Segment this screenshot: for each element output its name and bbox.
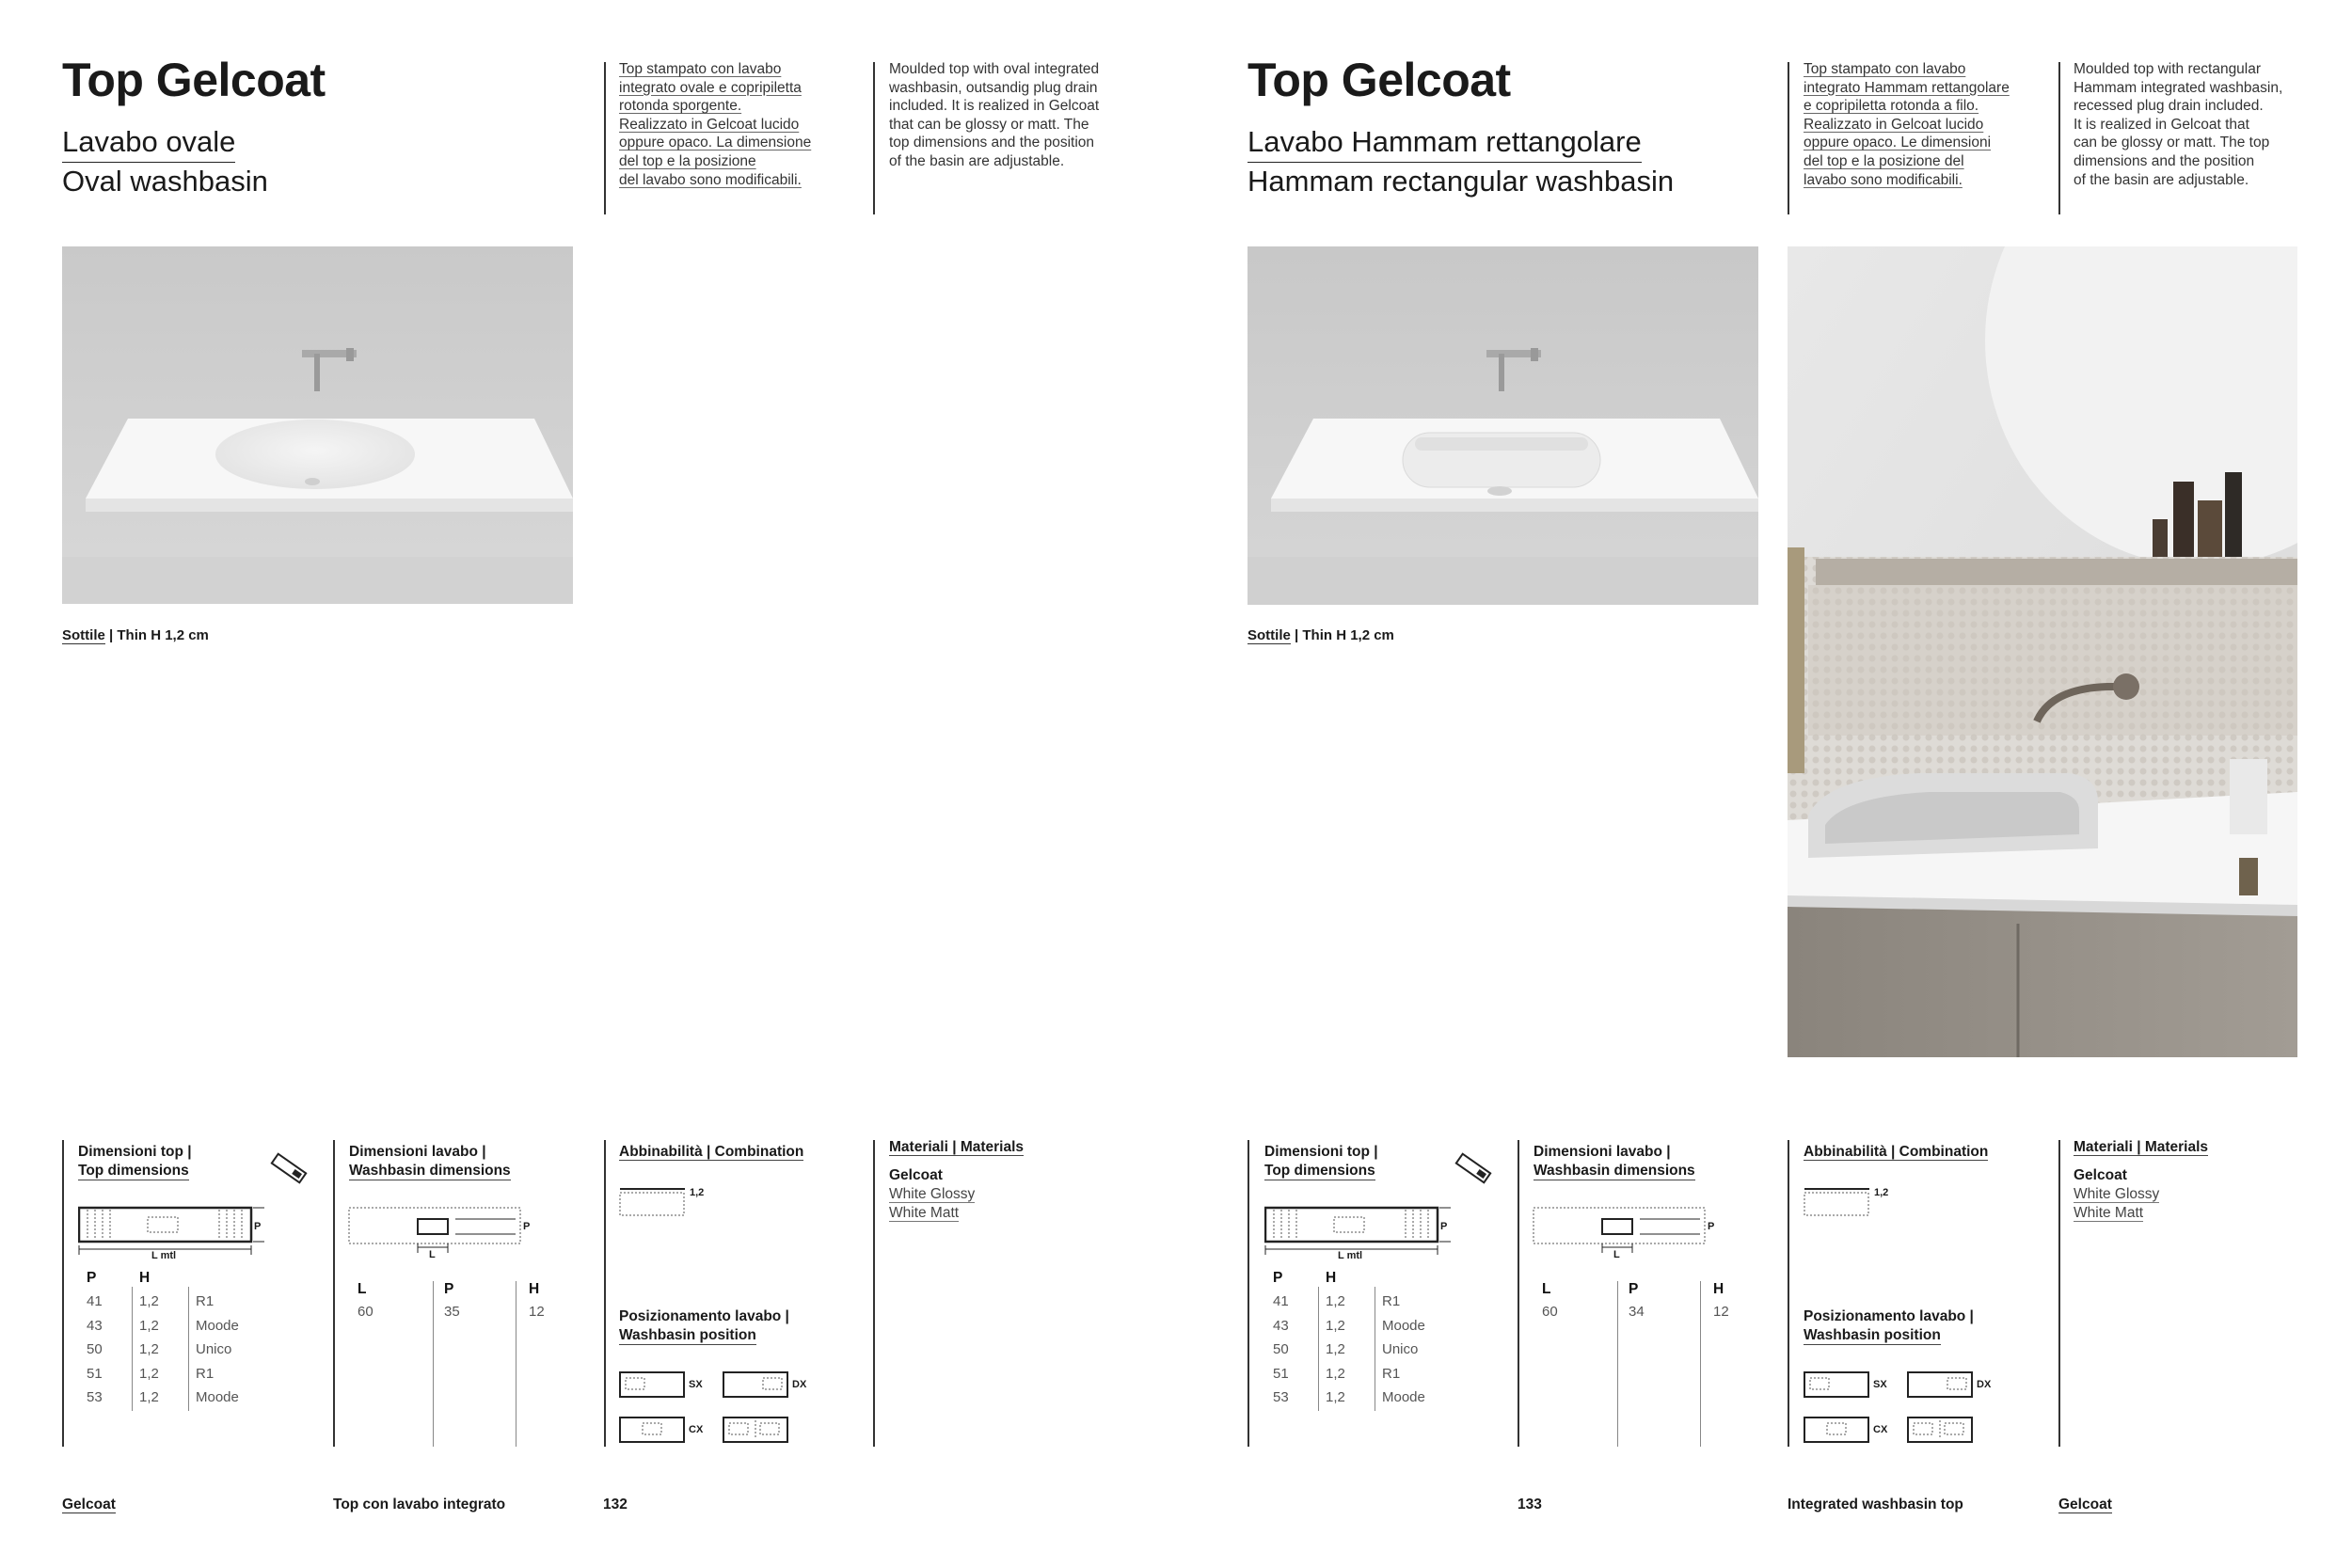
position-label-dx: DX — [792, 1379, 807, 1390]
materials-head: Gelcoat — [2074, 1167, 2127, 1183]
material-item: White Matt — [2074, 1205, 2144, 1221]
subtitle-it: Lavabo ovale — [62, 122, 235, 163]
diagram-label-p: P — [254, 1221, 262, 1232]
position-label-cx: CX — [1873, 1424, 1888, 1435]
diagram-label-l: L mtl — [1338, 1250, 1363, 1261]
page-number: 132 — [603, 1497, 628, 1513]
material-item: White Matt — [889, 1205, 960, 1221]
washbasin-position-title: Posizionamento lavabo | Washbasin position — [619, 1307, 789, 1345]
position-double-icon — [723, 1417, 788, 1443]
subtitle-en: Oval washbasin — [62, 165, 268, 198]
combination-diagram — [619, 1187, 687, 1219]
subtitle-it: Lavabo Hammam rettangolare — [1248, 122, 1642, 163]
table-column-rule — [1318, 1287, 1319, 1411]
materials-title: Materiali | Materials — [2074, 1139, 2209, 1155]
diagram-label-l: L mtl — [151, 1250, 177, 1261]
top-dimensions-title: Dimensioni top | Top dimensions — [78, 1143, 192, 1180]
combination-value: 1,2 — [1874, 1187, 1889, 1198]
divider — [2058, 62, 2060, 214]
page-title: Top Gelcoat — [1248, 54, 1511, 106]
divider — [62, 1140, 64, 1447]
material-item: White Glossy — [889, 1186, 976, 1202]
footer-section: Top con lavabo integrato — [333, 1497, 506, 1513]
materials-title: Materiali | Materials — [889, 1139, 1025, 1155]
description-it: Top stampato con lavabo integrato ovale e copripiletta rotonda sporgente. Realizzato in Gelcoat lucido oppure opaco. La dimensione del top e la posizione del lavabo sono modificabili. — [619, 61, 812, 188]
description-en: Moulded top with rectangular Hammam integrated washbasin, recessed plug drain included. It is realized in Gelcoat that can be glossy or matt. The top dimensions and the position of the basin are adjustable. — [2074, 61, 2283, 188]
table-column-rule — [1700, 1281, 1701, 1447]
combination-title: Abbinabilità | Combination — [1804, 1144, 1989, 1160]
table-column-rule — [1617, 1281, 1618, 1447]
position-double-icon — [1907, 1417, 1973, 1443]
washbasin-dimensions-title: Dimensioni lavabo | Washbasin dimensions — [1534, 1143, 1695, 1180]
position-sx-icon — [1804, 1371, 1869, 1398]
footer-right: Gelcoat — [2058, 1497, 2112, 1513]
divider — [1788, 1140, 1789, 1447]
position-dx-icon — [723, 1371, 788, 1398]
page-number: 133 — [1518, 1497, 1542, 1513]
divider — [873, 1140, 875, 1447]
description-en: Moulded top with oval integrated washbasin, outsandig plug drain included. It is realized in Gelcoat that can be glossy or matt. The top dimensions and the position of the basin are adjustable. — [889, 61, 1100, 169]
divider — [333, 1140, 335, 1447]
description-it: Top stampato con lavabo integrato Hammam rettangolare e copripiletta rotonda a filo. Realizzato in Gelcoat lucido oppure opaco. Le dimensioni del top e la posizione del lavabo sono modificabili. — [1804, 61, 2010, 188]
position-cx-icon — [619, 1417, 685, 1443]
subtitle-en: Hammam rectangular washbasin — [1248, 165, 1675, 198]
position-sx-icon — [619, 1371, 685, 1398]
materials-head: Gelcoat — [889, 1167, 943, 1183]
caption: Sottile | Thin H 1,2 cm — [1248, 627, 1394, 643]
position-label-sx: SX — [689, 1379, 703, 1390]
material-item: White Glossy — [2074, 1186, 2160, 1202]
diagram-label-p: P — [523, 1221, 531, 1232]
divider — [1248, 1140, 1249, 1447]
top-dimensions-icon — [1454, 1149, 1492, 1187]
divider — [604, 62, 606, 214]
combination-value: 1,2 — [690, 1187, 705, 1198]
footer-left: Gelcoat — [62, 1497, 116, 1513]
washbasin-dimensions-title: Dimensioni lavabo | Washbasin dimensions — [349, 1143, 511, 1180]
ambience-photo-bathroom — [1788, 246, 2297, 1057]
position-cx-icon — [1804, 1417, 1869, 1443]
table-column-rule — [188, 1287, 189, 1411]
top-dimensions-title: Dimensioni top | Top dimensions — [1264, 1143, 1378, 1180]
page-title: Top Gelcoat — [62, 54, 326, 106]
position-label-sx: SX — [1873, 1379, 1887, 1390]
product-photo-rectangular-washbasin — [1248, 246, 1758, 605]
diagram-label-l: L — [429, 1249, 436, 1260]
divider — [604, 1140, 606, 1447]
divider — [1518, 1140, 1519, 1447]
divider — [2058, 1140, 2060, 1447]
position-dx-icon — [1907, 1371, 1973, 1398]
position-label-dx: DX — [1977, 1379, 1992, 1390]
washbasin-dimensions-diagram — [1533, 1204, 1721, 1260]
position-label-cx: CX — [689, 1424, 704, 1435]
diagram-label-p: P — [1708, 1221, 1715, 1232]
caption: Sottile | Thin H 1,2 cm — [62, 627, 209, 643]
product-photo-oval-washbasin — [62, 246, 573, 604]
washbasin-position-title: Posizionamento lavabo | Washbasin position — [1804, 1307, 1974, 1345]
table-column-rule — [433, 1281, 434, 1447]
combination-diagram — [1804, 1187, 1871, 1219]
washbasin-dimensions-diagram — [348, 1204, 536, 1260]
diagram-label-l: L — [1613, 1249, 1620, 1260]
diagram-label-p: P — [1440, 1221, 1448, 1232]
table-column-rule — [132, 1287, 133, 1411]
divider — [1788, 62, 1789, 214]
divider — [873, 62, 875, 214]
footer-section: Integrated washbasin top — [1788, 1497, 1963, 1513]
top-dimensions-icon — [270, 1149, 308, 1187]
combination-title: Abbinabilità | Combination — [619, 1144, 804, 1160]
